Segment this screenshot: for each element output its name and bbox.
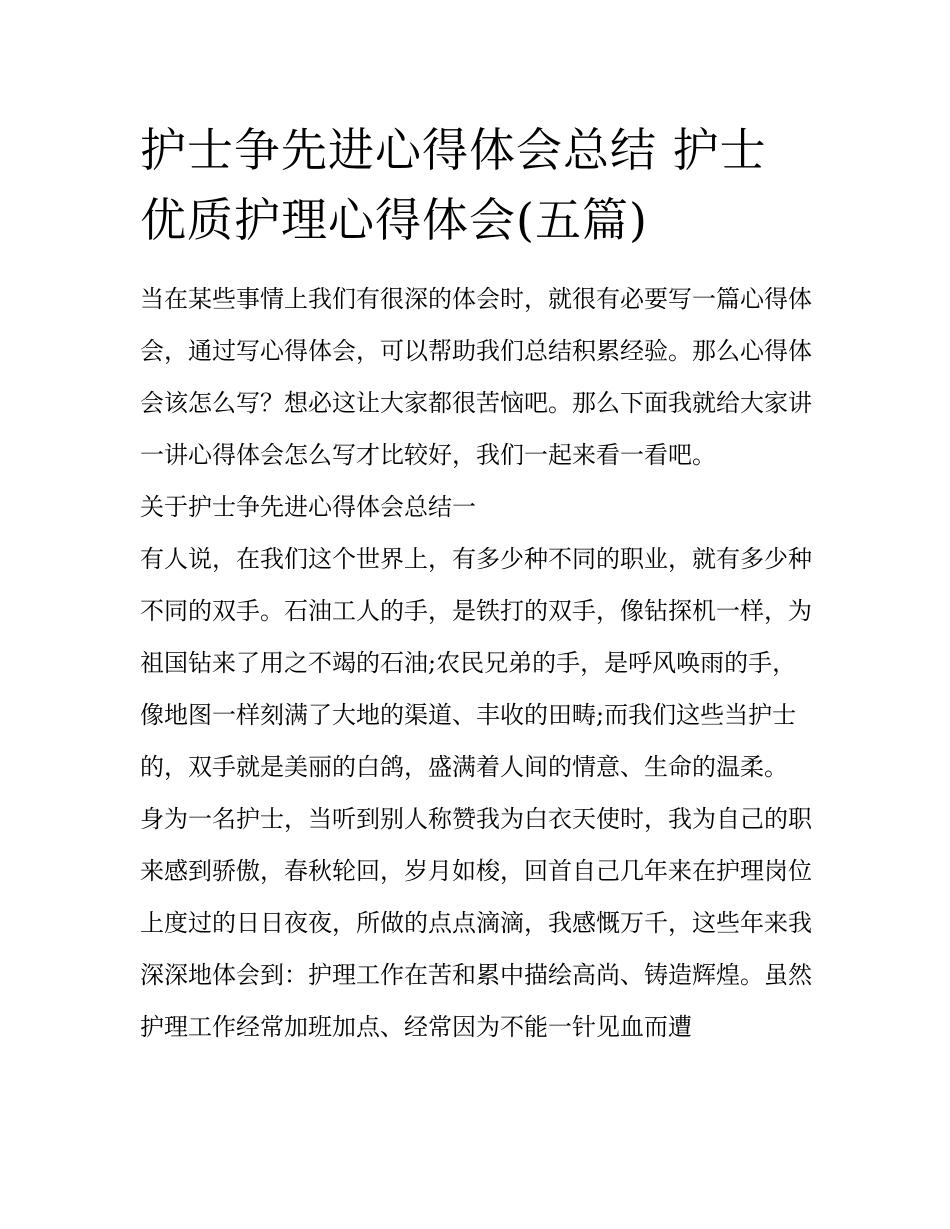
body-paragraph: 身为一名护士，当听到别人称赞我为白衣天使时，我为自己的职来感到骄傲，春秋轮回，岁月如梭，回首自己几年来在护理岗位上度过的日日夜夜，所做的点点滴滴，我感慨万千，这些年来我深深地体会到：护理工作在苦和累中描绘高尚、铸造辉煌。虽然护理工作经常加班加点、经常因为不能一针见血而遭 xyxy=(140,805,812,1041)
intro-paragraph: 当在某些事情上我们有很深的体会时，就很有必要写一篇心得体会，通过写心得体会，可以帮助我们总结积累经验。那么心得体会该怎么写？想必这让大家都很苦恼吧。那么下面我就给大家讲一讲心得体会怎么写才比较好，我们一起来看一看吧。 xyxy=(140,285,812,469)
section-heading: 关于护士争先进心得体会总结一 xyxy=(140,493,476,521)
body-paragraph: 有人说，在我们这个世界上，有多少种不同的职业，就有多少种不同的双手。石油工人的手，是铁打的双手，像钻探机一样，为祖国钻来了用之不竭的石油;农民兄弟的手，是呼风唤雨的手，像地图一样刻满了大地的渠道、丰收的田畴;而我们这些当护士的，双手就是美丽的白鸽，盛满着人间的情意、生命的温柔。 xyxy=(140,545,812,781)
document-title: 护士争先进心得体会总结 护士优质护理心得体会(五篇) xyxy=(140,123,767,247)
document-page xyxy=(140,115,812,1053)
